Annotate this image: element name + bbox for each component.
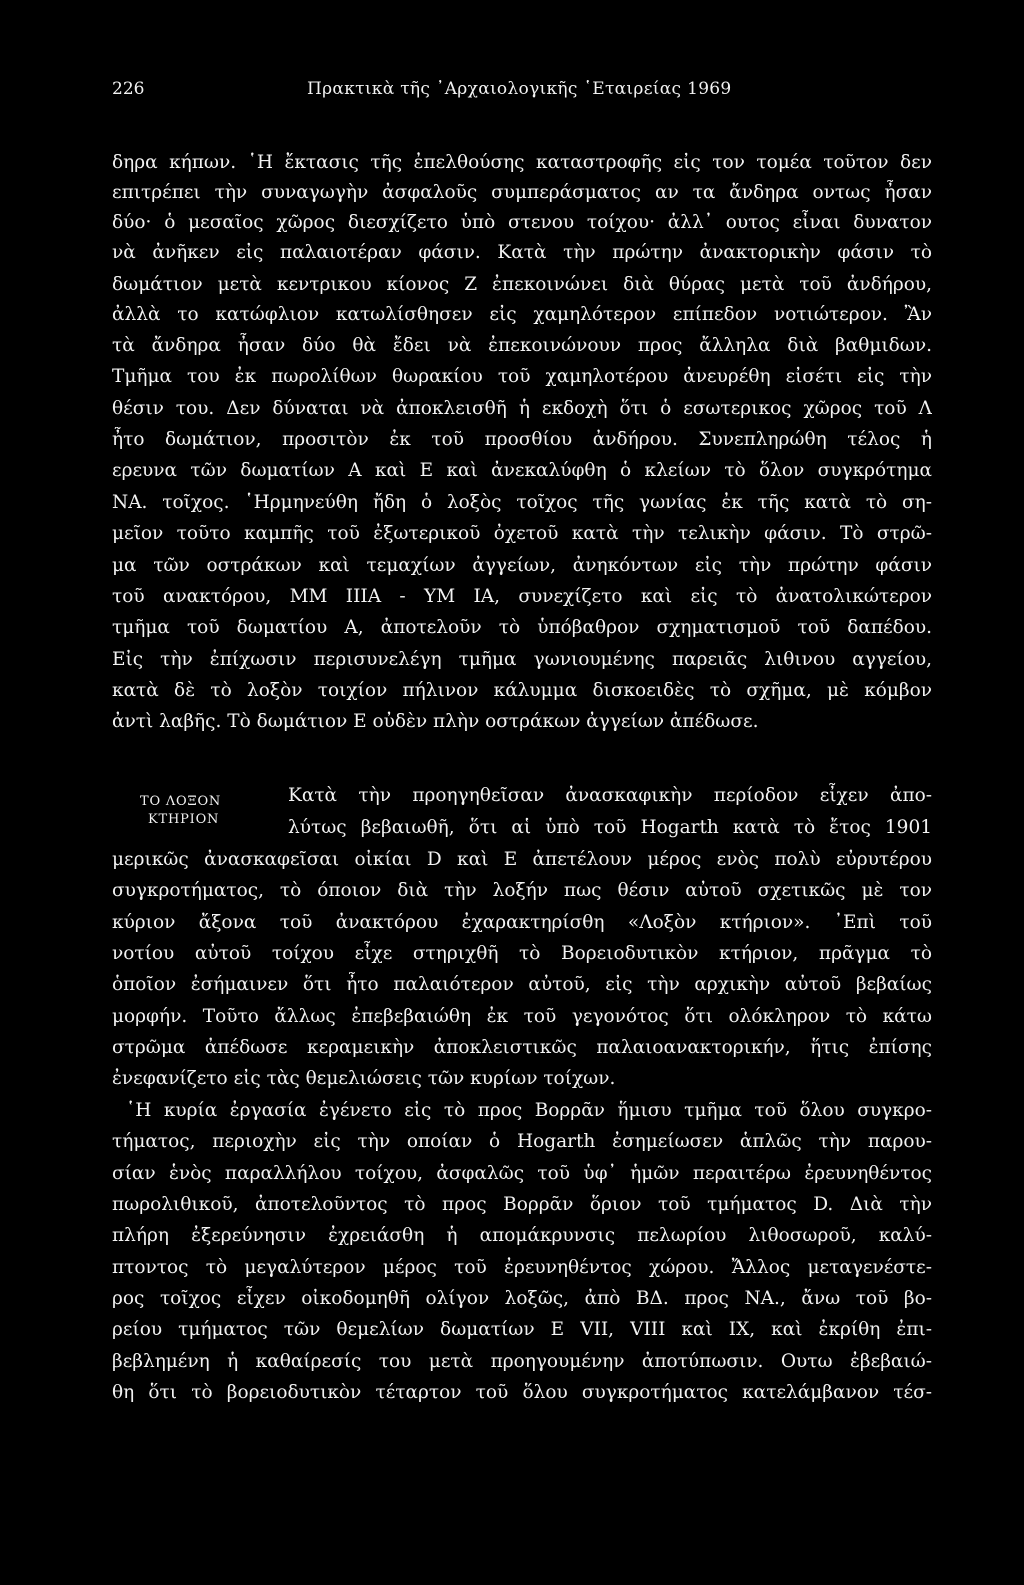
text-line: δωμάτιον μετὰ κεντρικου κίονος Ζ ἐπεκοινώνει διὰ θύρας μετὰ τοῦ ἀνδήρου,	[112, 274, 932, 295]
text-line: μα τῶν οστράκων καὶ τεμαχίων ἀγγείων, ἀνηκόντων εἰς τὴν πρώτην φάσιν	[112, 555, 932, 576]
text-line: τμῆμα τοῦ δωματίου Α, ἀποτελοῦν τὸ ὑπόβαθρον σχηματισμοῦ τοῦ δαπέδου.	[112, 617, 932, 638]
text-line: Τμῆμα του ἐκ πωρολίθων θωρακίου τοῦ χαμηλοτέρου ἀνευρέθη εἰσέτι εἰς τὴν	[112, 366, 932, 387]
text-line: θη ὅτι τὸ βορειοδυτικὸν τέταρτον τοῦ ὅλου συγκροτήματος κατελάμβανον τέσ-	[112, 1382, 932, 1403]
text-line: ἐνεφανίζετο εἰς τὰς θεμελιώσεις τῶν κυρίων τοίχων.	[112, 1068, 616, 1089]
text-line: βεβλημένη ἡ καθαίρεσίς του μετὰ προηγουμένην ἀποτύπωσιν. Ουτω ἐβεβαιώ-	[112, 1351, 932, 1372]
text-line: Εἰς τὴν ἐπίχωσιν περισυνελέγη τμῆμα γωνιουμένης παρειᾶς λιθινου αγγείου,	[112, 649, 932, 670]
text-line: θέσιν του. Δεν δύναται νὰ ἀποκλεισθῆ ἡ εκδοχὴ ὅτι ὁ εσωτερικος χῶρος τοῦ Λ	[112, 398, 932, 419]
section-sidenote: ΚΤΗΡΙΟΝ	[148, 812, 220, 827]
text-line: πωρολιθικοῦ, ἀποτελοῦντος τὸ προς Βορρᾶν ὅριον τοῦ τμήματος D. Διὰ τὴν	[112, 1194, 932, 1215]
text-line: πλήρη ἐξερεύνησιν ἐχρειάσθη ἡ απομάκρυνσις πελωρίου λιθοσωροῦ, καλύ-	[112, 1225, 932, 1246]
text-line: συγκροτήματος, τὸ όποιον διὰ τὴν λοξήν πως θέσιν αὐτοῦ σχετικῶς μὲ τον	[112, 880, 932, 901]
text-line: λύτως βεβαιωθῆ, ὅτι αἱ ὑπὸ τοῦ Hogarth κατὰ τὸ ἔτος 1901	[288, 817, 932, 838]
text-line: ερευνα τῶν δωματίων Α καὶ Ε καὶ ἀνεκαλύφθη ὁ κλείων τὸ ὅλον συγκρότημα	[112, 460, 932, 481]
text-line: κατὰ δὲ τὸ λοξὸν τοιχίον πήλινον κάλυμμα δισκοειδὲς τὸ σχῆμα, μὲ κόμβον	[112, 680, 932, 701]
text-line: στρῶμα ἀπέδωσε κεραμεικὴν ἀποκλειστικῶς παλαιοανακτορικήν, ἥτις ἐπίσης	[112, 1037, 932, 1058]
running-title: Πρακτικὰ τῆς ᾿Αρχαιολογικῆς ῾Εταιρείας 1969	[307, 79, 732, 99]
text-line: τοῦ ανακτόρου, ΜΜ ΙΙΙΑ - ΥΜ ΙΑ, συνεχίζετο καὶ εἰς τὸ ἀνατολικώτερον	[112, 586, 932, 607]
text-line: σίαν ἑνὸς παραλλήλου τοίχου, ἀσφαλῶς τοῦ ὑφ᾿ ἡμῶν περαιτέρω ἐρευνηθέντος	[112, 1163, 932, 1184]
page-header	[112, 79, 932, 109]
text-line: νὰ ἀνῆκεν εἰς παλαιοτέραν φάσιν. Κατὰ τὴν πρώτην ἀνακτορικὴν φάσιν τὸ	[112, 242, 932, 263]
text-line: ρος τοῖχος εἶχεν οἰκοδομηθῆ ολίγον λοξῶς, ἀπὸ ΒΔ. προς ΝΑ., ἄνω τοῦ βο-	[112, 1288, 932, 1309]
text-line: ἀλλὰ το κατώφλιον κατωλίσθησεν εἰς χαμηλότερον επίπεδον νοτιώτερον. Ἂν	[112, 304, 932, 325]
text-line: δύο· ὁ μεσαῖος χῶρος διεσχίζετο ὑπὸ στενου τοίχου· ἀλλ᾿ ουτος εἶναι δυνατον	[112, 212, 932, 233]
text-line: τήματος, περιοχὴν εἰς τὴν οποίαν ὁ Hogarth ἐσημείωσεν ἁπλῶς τὴν παρου-	[112, 1131, 932, 1152]
text-line: τὰ ἄνδηρα ἦσαν δύο θὰ ἔδει νὰ ἐπεκοινώνουν προς ἄλληλα διὰ βαθμιδων.	[112, 335, 932, 356]
text-line: ρείου τμήματος τῶν θεμελίων δωματίων Ε VII, VIII καὶ IX, καὶ ἐκρίθη ἐπι-	[112, 1319, 932, 1340]
text-line: ἦτο δωμάτιον, προσιτὸν ἐκ τοῦ προσθίου ἀνδήρου. Συνεπληρώθη τέλος ἡ	[112, 429, 932, 450]
text-line: κύριον ἄξονα τοῦ ἀνακτόρου ἐχαρακτηρίσθη «Λοξὸν κτήριον». ᾿Επὶ τοῦ	[112, 912, 932, 933]
text-line: νοτίου αὐτοῦ τοίχου εἶχε στηριχθῆ τὸ Βορειοδυτικὸν κτήριον, πρᾶγμα τὸ	[112, 943, 932, 964]
text-line: μορφήν. Τοῦτο ἄλλως ἐπεβεβαιώθη ἐκ τοῦ γεγονότος ὅτι ολόκληρον τὸ κάτω	[112, 1006, 932, 1027]
text-line: πτοντος τὸ μεγαλύτερον μέρος τοῦ ἐρευνηθέντος χώρου. Ἄλλος μεταγενέστε-	[112, 1257, 932, 1278]
text-line: δηρα κήπων. ῾Η ἔκτασις τῆς ἐπελθούσης καταστροφῆς εἰς τον τομέα τοῦτον δεν	[112, 152, 932, 173]
text-line: μερικῶς ἀνασκαφεῖσαι οἰκίαι D καὶ Ε ἀπετέλουν μέρος ενὸς πολὺ εὐρυτέρου	[112, 849, 932, 870]
section-sidenote: ΤΟ ΛΟΞΟΝ	[140, 794, 222, 809]
text-line: ἀντὶ λαβῆς. Τὸ δωμάτιον Ε οὐδὲν πλὴν οστράκων ἀγγείων ἀπέδωσε.	[112, 711, 759, 732]
text-line: ΝΑ. τοῖχος. ῾Ηρμηνεύθη ἤδη ὁ λοξὸς τοῖχος τῆς γωνίας ἐκ τῆς κατὰ τὸ ση-	[112, 492, 932, 513]
text-line: ῾Η κυρία ἐργασία ἐγένετο εἰς τὸ προς Βορρᾶν ἥμισυ τμῆμα τοῦ ὅλου συγκρο-	[126, 1100, 932, 1121]
text-line: ὁποῖον ἐσήμαινεν ὅτι ἦτο παλαιότερον αὐτοῦ, εἰς τὴν αρχικὴν αὐτοῦ βεβαίως	[112, 974, 932, 995]
page-number: 226	[112, 79, 145, 99]
text-line: Κατὰ τὴν προηγηθεῖσαν ἀνασκαφικὴν περίοδον εἶχεν ἀπο-	[288, 785, 932, 806]
text-line: επιτρέπει τὴν συναγωγὴν ἀσφαλοῦς συμπεράσματος αν τα ἄνδηρα οντως ἦσαν	[112, 182, 932, 203]
text-line: μεῖον τοῦτο καμπῆς τοῦ ἐξωτερικοῦ ὀχετοῦ κατὰ τὴν τελικὴν φάσιν. Τὸ στρῶ-	[112, 523, 932, 544]
